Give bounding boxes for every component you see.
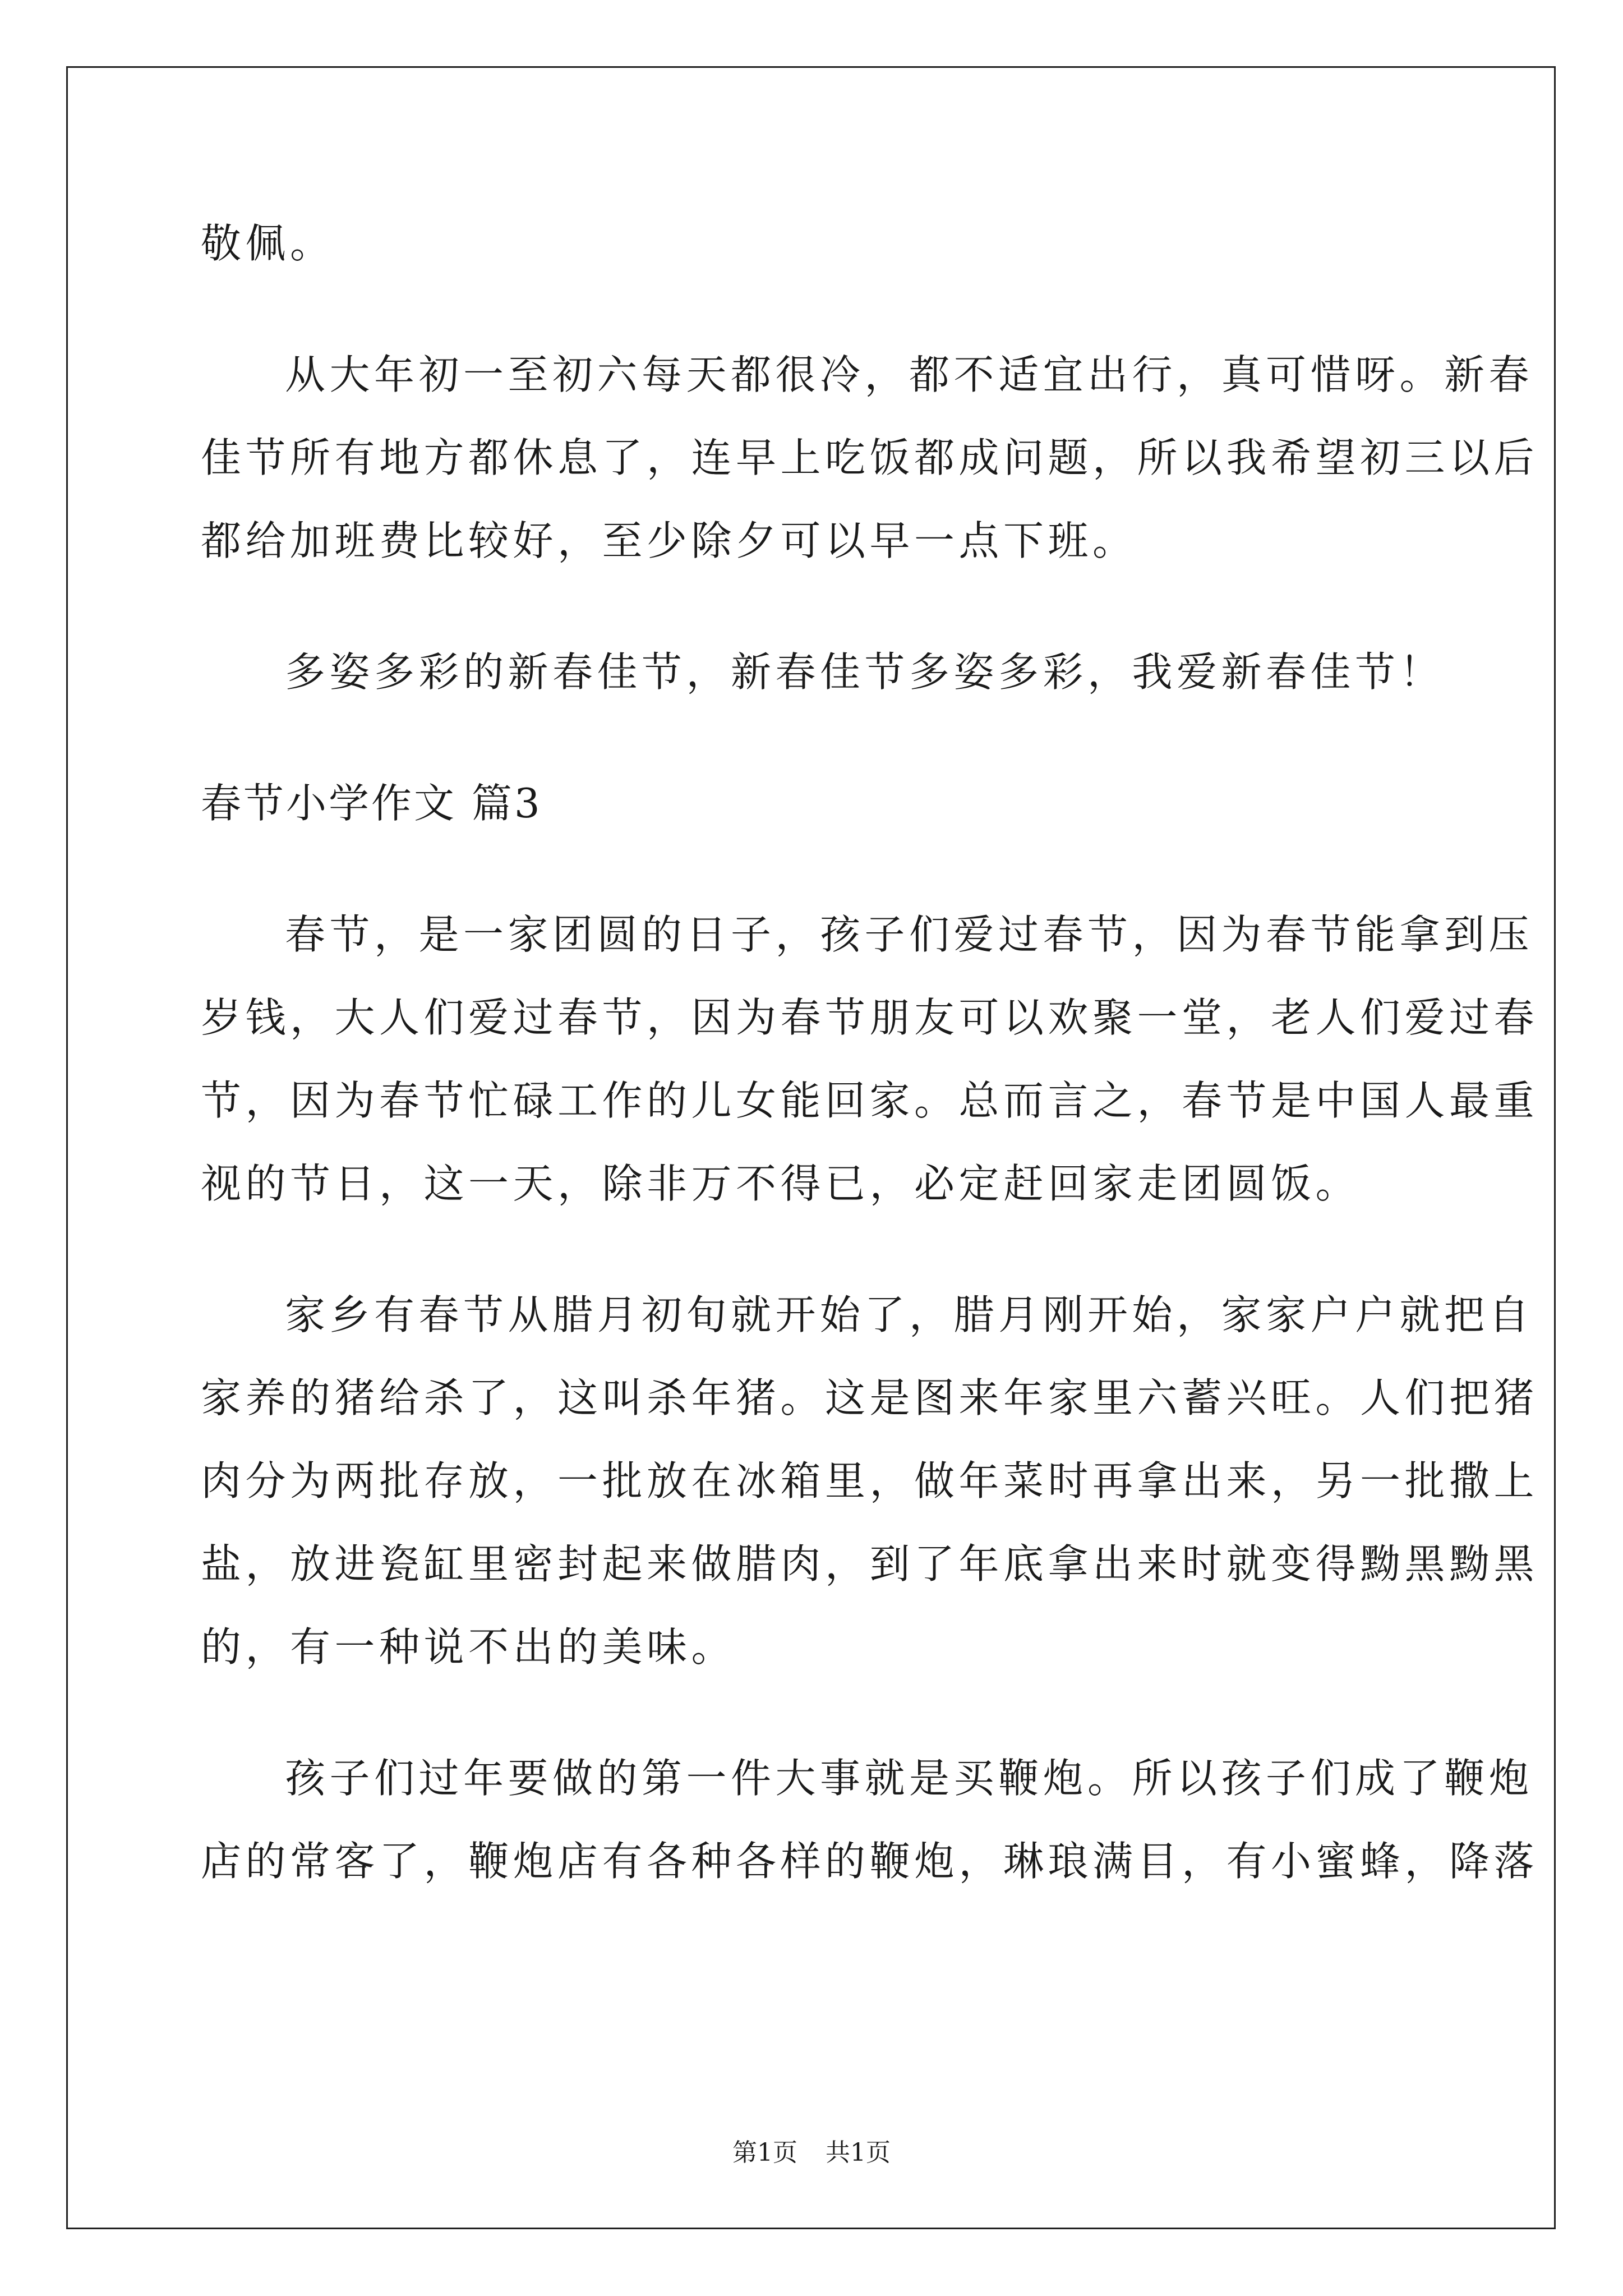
text-line: 店的常客了，鞭炮店有各种各样的鞭炮，琳琅满目，有小蜜蜂，降落 [201, 1838, 1539, 1885]
section-heading [201, 762, 1423, 845]
text-line: 都给加班费比较好，至少除夕可以早一点下班。 [201, 517, 1137, 564]
paragraph [201, 202, 1423, 285]
heading-text: 春节小学作文 篇3 [201, 780, 542, 827]
text-line: 盐，放进瓷缸里密封起来做腊肉，到了年底拿出来时就变得黝黑黝黑 [201, 1540, 1539, 1588]
text-line: 孩子们过年要做的第一件大事就是买鞭炮。所以孩子们成了鞭炮 [285, 1755, 1534, 1802]
page-number: 第1页 [732, 2138, 797, 2167]
document-body [201, 202, 1539, 1903]
text-line: 肉分为两批存放，一批放在冰箱里，做年菜时再拿出来，另一批撒上 [201, 1457, 1539, 1504]
text-line: 多姿多彩的新春佳节，新春佳节多姿多彩，我爱新春佳节！ [285, 648, 1445, 696]
text-line: 家养的猪给杀了，这叫杀年猪。这是图来年家里六蓄兴旺。人们把猪 [201, 1374, 1539, 1421]
text-line: 春节，是一家团圆的日子，孩子们爱过春节，因为春节能拿到压 [285, 911, 1534, 958]
page-total: 共1页 [826, 2138, 891, 2167]
page-footer [0, 2136, 1623, 2170]
paragraph [201, 893, 1539, 1225]
text-line: 从大年初一至初六每天都很冷，都不适宜出行，真可惜呀。新春 [285, 351, 1534, 398]
paragraph [201, 631, 1445, 714]
text-line: 视的节日，这一天，除非万不得已，必定赶回家走团圆饭。 [201, 1160, 1361, 1207]
paragraph [201, 1273, 1539, 1688]
text-line: 岁钱，大人们爱过春节，因为春节朋友可以欢聚一堂，老人们爱过春 [201, 994, 1539, 1041]
text-line: 家乡有春节从腊月初旬就开始了，腊月刚开始，家家户户就把自 [285, 1291, 1534, 1338]
paragraph [201, 333, 1539, 582]
paragraph [201, 1737, 1539, 1903]
text-line: 的，有一种说不出的美味。 [201, 1623, 736, 1671]
text-line: 节，因为春节忙碌工作的儿女能回家。总而言之，春节是中国人最重 [201, 1077, 1539, 1124]
text-line: 佳节所有地方都休息了，连早上吃饭都成问题，所以我希望初三以后 [201, 434, 1539, 481]
text-line: 敬佩。 [201, 220, 335, 267]
